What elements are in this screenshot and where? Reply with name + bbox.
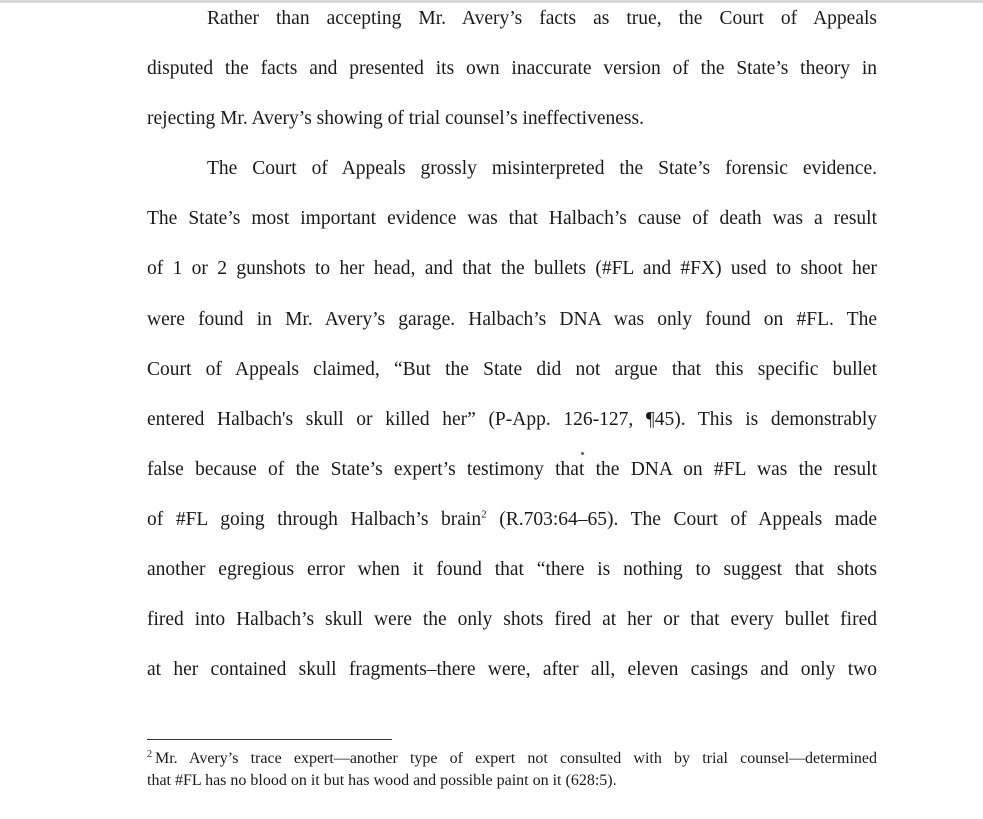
- footnote: [147, 748, 877, 792]
- body-line-14: at her contained skull fragments–there were, after all, eleven casings and only two: [147, 659, 877, 681]
- document-page: [147, 4, 877, 705]
- body-line-10: false because of the State’s expert’s testimony that the DNA on #FL was the result: [147, 458, 877, 480]
- body-line-3: rejecting Mr. Avery’s showing of trial counsel’s ineffectiveness.: [147, 108, 644, 130]
- body-line-9: entered Halbach's skull or killed her” (P-App. 126-127, ¶45). This is demonstrably: [147, 408, 877, 430]
- body-line-7: were found in Mr. Avery’s garage. Halbach’s DNA was only found on #FL. The: [147, 308, 877, 330]
- body-line-8: Court of Appeals claimed, “But the State did not argue that this specific bullet: [147, 358, 877, 380]
- top-border: [0, 0, 983, 3]
- footnote-number: 2: [147, 748, 152, 760]
- footnote-line-1-text: Mr. Avery’s trace expert—another type of expert not consulted with by trial counsel—determined: [155, 750, 877, 767]
- body-line-11-text: of #FL going through Halbach’s brain: [147, 508, 482, 530]
- body-line-11-tail: (R.703:64–65). The Court of Appeals made: [486, 508, 877, 530]
- body-line-4: The Court of Appeals grossly misinterpreted the State’s forensic evidence.: [207, 158, 877, 180]
- body-line-6: of 1 or 2 gunshots to her head, and that the bullets (#FL and #FX) used to shoot her: [147, 258, 877, 280]
- footnote-line-1: [147, 748, 877, 770]
- body-line-2: disputed the facts and presented its own inaccurate version of the State’s theory in: [147, 58, 877, 80]
- body-line-13: fired into Halbach’s skull were the only shots fired at her or that every bullet fired: [147, 609, 877, 631]
- footnote-line-2: that #FL has no blood on it but has wood and possible paint on it (628:5).: [147, 772, 617, 789]
- footnote-separator: [147, 739, 392, 740]
- red-mark: [581, 452, 584, 455]
- body-line-1: Rather than accepting Mr. Avery’s facts as true, the Court of Appeals: [207, 8, 877, 29]
- footnote-reference[interactable]: 2: [481, 508, 487, 521]
- body-line-12: another egregious error when it found that “there is nothing to suggest that shots: [147, 559, 877, 581]
- body-line-11: [147, 505, 877, 555]
- body-line-5: The State’s most important evidence was that Halbach’s cause of death was a result: [147, 208, 877, 230]
